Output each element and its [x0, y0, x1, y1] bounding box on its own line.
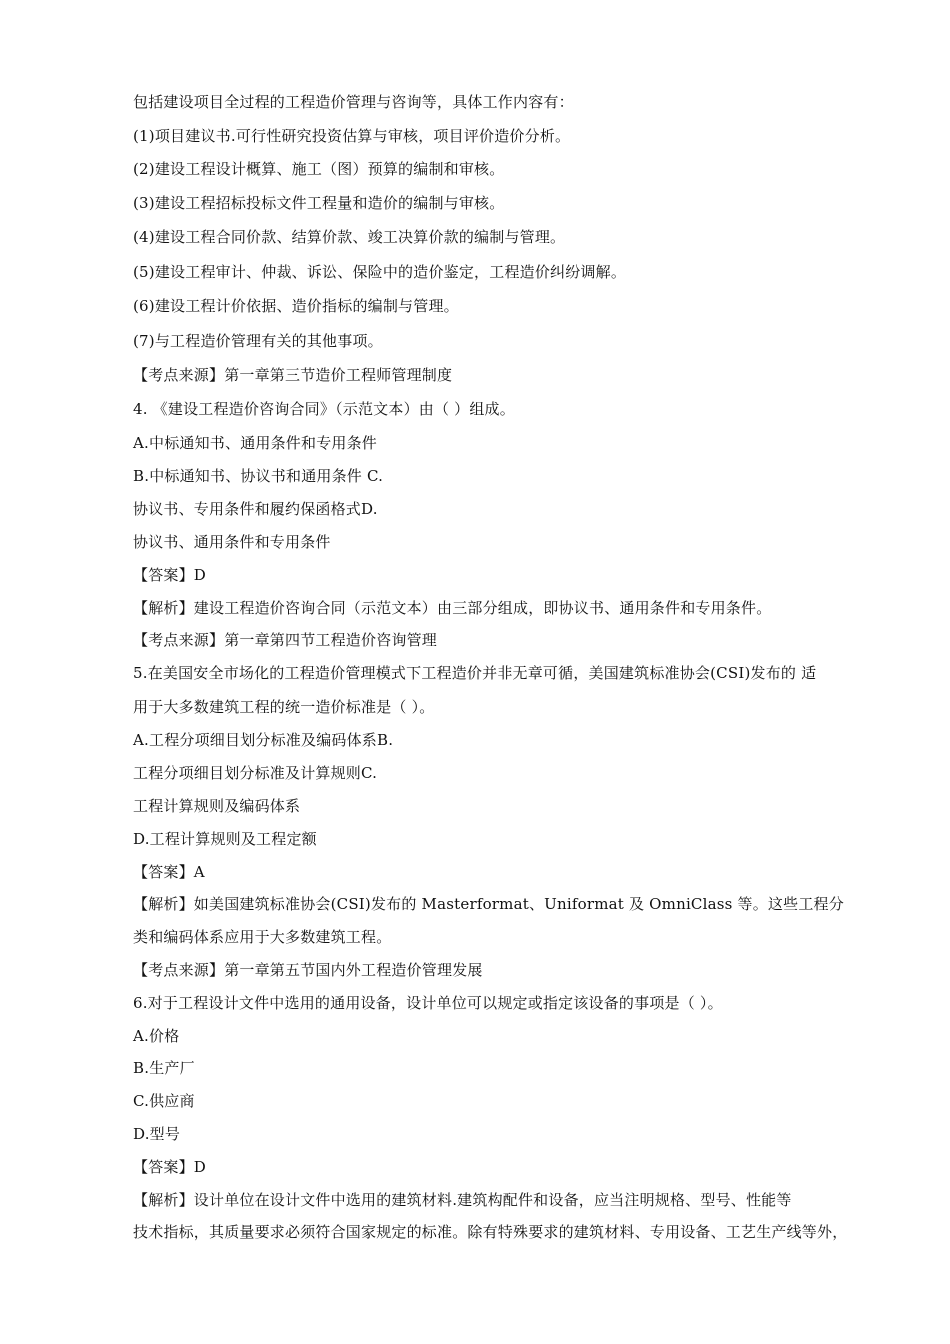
text-line: 4. 《建设工程造价咨询合同》（示范文本）由（ ）组成。 — [133, 400, 515, 418]
text-line: (1)项目建议书.可行性研究投资估算与审核，项目评价造价分析。 — [133, 127, 571, 145]
text-line: B.中标通知书、协议书和通用条件 C. — [133, 467, 384, 485]
text-line: 协议书、专用条件和履约保函格式D. — [133, 500, 378, 518]
text-line: 【答案】A — [133, 863, 205, 881]
text-line: A.工程分项细目划分标准及编码体系B. — [133, 731, 394, 749]
text-line: 技术指标，其质量要求必须符合国家规定的标准。除有特殊要求的建筑材料、专用设备、工艺生产线等外， — [133, 1223, 848, 1241]
text-line: B.生产厂 — [133, 1059, 195, 1077]
text-line: A.价格 — [133, 1027, 180, 1045]
text-line: (4)建设工程合同价款、结算价款、竣工决算价款的编制与管理。 — [133, 228, 566, 246]
text-line: 工程分项细目划分标准及计算规则C. — [133, 764, 378, 782]
text-line: (3)建设工程招标投标文件工程量和造价的编制与审核。 — [133, 194, 505, 212]
text-line: (7)与工程造价管理有关的其他事项。 — [133, 332, 383, 350]
text-line: (2)建设工程设计概算、施工（图）预算的编制和审核。 — [133, 160, 505, 178]
text-line: 【解析】设计单位在设计文件中选用的建筑材料.建筑构配件和设备，应当注明规格、型号、性能等 — [133, 1191, 792, 1209]
text-line: 【考点来源】第一章第五节国内外工程造价管理发展 — [133, 961, 483, 979]
text-line: 【答案】D — [133, 1158, 207, 1176]
text-line: 6.对于工程设计文件中选用的通用设备，设计单位可以规定或指定该设备的事项是（ ）。 — [133, 994, 723, 1012]
text-line: 【考点来源】第一章第三节造价工程师管理制度 — [133, 366, 453, 384]
text-line: 【考点来源】第一章第四节工程造价咨询管理 — [133, 631, 438, 649]
text-line: C.供应商 — [133, 1092, 195, 1110]
text-line: (6)建设工程计价依据、造价指标的编制与管理。 — [133, 297, 459, 315]
text-line: 类和编码体系应用于大多数建筑工程。 — [133, 928, 392, 946]
text-line: 用于大多数建筑工程的统一造价标准是（ ）。 — [133, 698, 435, 716]
text-line: 包括建设项目全过程的工程造价管理与咨询等，具体工作内容有： — [133, 93, 574, 111]
text-line: 工程计算规则及编码体系 — [133, 797, 301, 815]
text-line: D.型号 — [133, 1125, 181, 1143]
text-line: 协议书、通用条件和专用条件 — [133, 533, 331, 551]
text-line: 【解析】建设工程造价咨询合同（示范文本）由三部分组成，即协议书、通用条件和专用条件。 — [133, 599, 772, 617]
text-line: 【答案】D — [133, 566, 207, 584]
text-line: 5.在美国安全市场化的工程造价管理模式下工程造价并非无章可循，美国建筑标准协会(CSI)发布的 适 — [133, 664, 817, 682]
text-line: D.工程计算规则及工程定额 — [133, 830, 317, 848]
text-line: A.中标通知书、通用条件和专用条件 — [133, 434, 378, 452]
text-line: 【解析】如美国建筑标准协会(CSI)发布的 Masterformat、Uniformat 及 OmniClass 等。这些工程分 — [133, 895, 844, 913]
text-line: (5)建设工程审计、仲裁、诉讼、保险中的造价鉴定，工程造价纠纷调解。 — [133, 263, 627, 281]
